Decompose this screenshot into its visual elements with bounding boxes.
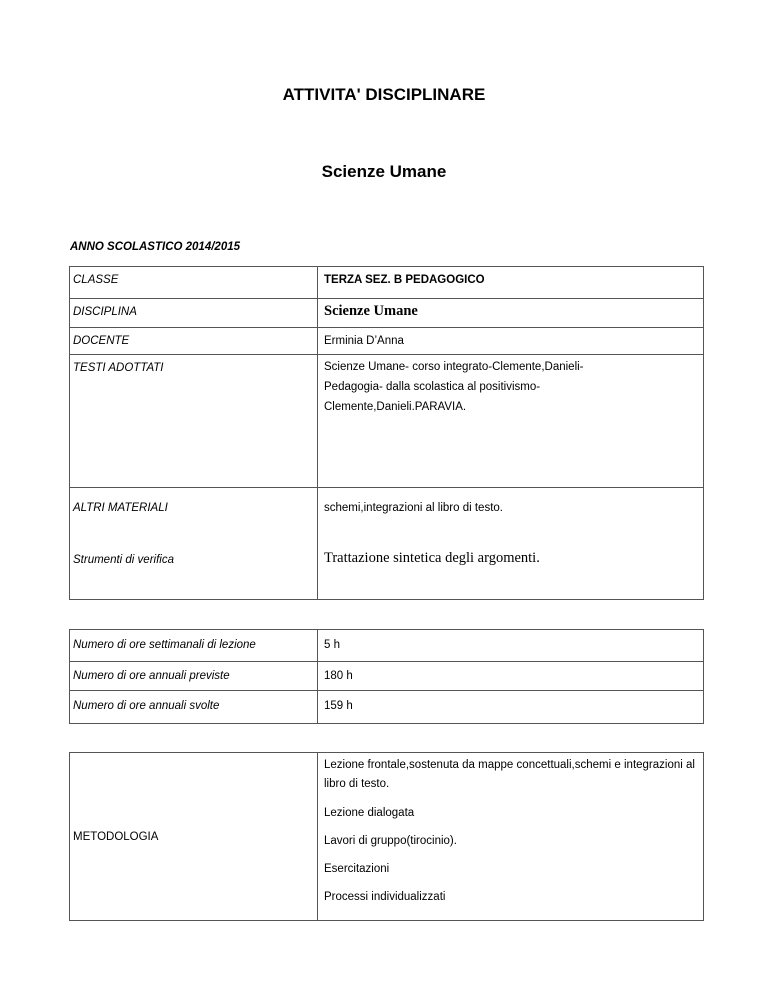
planned-hours-value: 180 h (318, 662, 704, 691)
text-line: Pedagogia- dalla scolastica al positivismo- (324, 381, 541, 393)
table-row (70, 753, 704, 921)
planned-hours-label: Numero di ore annuali previste (70, 662, 318, 691)
text-line: Scienze Umane- corso integrato-Clemente,Danieli- (324, 361, 584, 373)
list-item: Lezione dialogata (324, 807, 415, 819)
weekly-hours-label: Numero di ore settimanali di lezione (70, 630, 318, 662)
school-year-label: ANNO SCOLASTICO 2014/2015 (70, 241, 241, 253)
document-title: ATTIVITA' DISCIPLINARE (282, 85, 486, 104)
strumenti-verifica-label: Strumenti di verifica (73, 554, 174, 566)
methodology-table (69, 752, 704, 921)
list-item: Processi individualizzati (324, 891, 446, 903)
course-info-table (69, 266, 704, 600)
classe-value: TERZA SEZ. B PEDAGOGICO (318, 267, 704, 299)
altri-materiali-label: ALTRI MATERIALI (73, 502, 168, 514)
disciplina-value: Scienze Umane (318, 299, 704, 328)
table-row (70, 267, 704, 299)
table-row (70, 488, 704, 600)
table-row (70, 662, 704, 691)
subject-heading: Scienze Umane (321, 162, 447, 181)
materials-and-verification-values (318, 488, 704, 600)
strumenti-verifica-value: Trattazione sintetica degli argomenti. (324, 550, 540, 566)
testi-adottati-value (318, 355, 704, 488)
text-line: Clemente,Danieli.PARAVIA. (324, 401, 467, 413)
completed-hours-label: Numero di ore annuali svolte (70, 691, 318, 724)
table-row (70, 328, 704, 355)
methodology-list (318, 753, 704, 921)
docente-label: DOCENTE (70, 328, 318, 355)
classe-label: CLASSE (70, 267, 318, 299)
list-item: Lezione frontale,sostenuta da mappe concettuali,schemi e integrazioni al libro di testo. (324, 759, 695, 790)
table-row (70, 691, 704, 724)
weekly-hours-value: 5 h (318, 630, 704, 662)
completed-hours-value: 159 h (318, 691, 704, 724)
disciplina-label: DISCIPLINA (70, 299, 318, 328)
table-row (70, 299, 704, 328)
list-item: Esercitazioni (324, 863, 390, 875)
materials-and-verification-labels (70, 488, 318, 600)
hours-table (69, 629, 704, 724)
table-row (70, 355, 704, 488)
table-row (70, 630, 704, 662)
methodology-label: METODOLOGIA (70, 753, 318, 921)
list-item: Lavori di gruppo(tirocinio). (324, 835, 457, 847)
testi-adottati-label: TESTI ADOTTATI (70, 355, 318, 488)
altri-materiali-value: schemi,integrazioni al libro di testo. (324, 502, 503, 514)
docente-value: Erminia D’Anna (318, 328, 704, 355)
